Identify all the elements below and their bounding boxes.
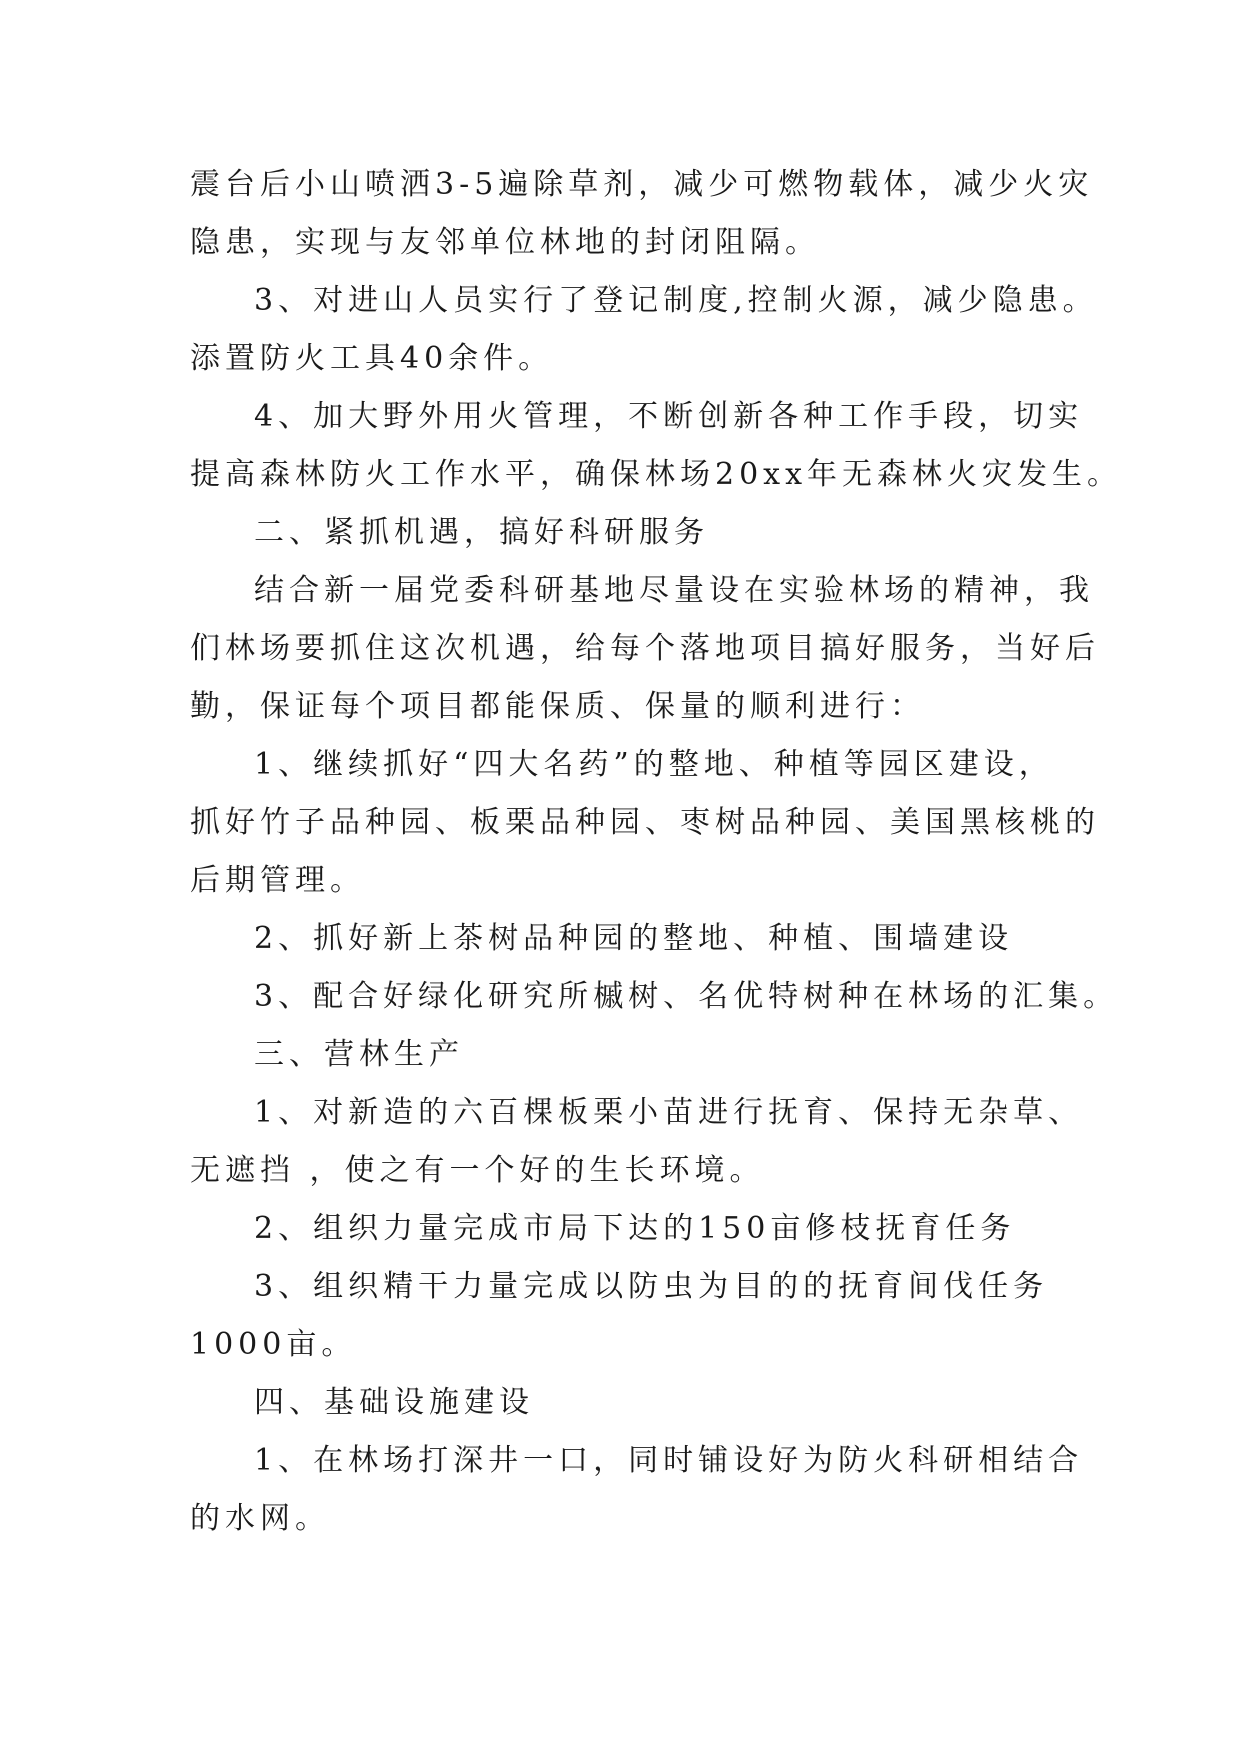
text-line: 勤，保证每个项目都能保质、保量的顺利进行： [190,689,925,724]
text-line: 4、加大野外用火管理，不断创新各种工作手段，切实 [254,399,1084,434]
document-body [190,156,1123,1548]
text-line: 抓好竹子品种园、板栗品种园、枣树品种园、美国黑核桃的 [190,805,1100,840]
text-line: 结合新一届党委科研基地尽量设在实验林场的精神，我 [254,573,1094,608]
text-line: 2、组织力量完成市局下达的150亩修枝抚育任务 [254,1211,1016,1246]
text-line: 1、在林场打深井一口，同时铺设好为防火科研相结合 [254,1443,1084,1478]
text-line: 隐患，实现与友邻单位林地的封闭阻隔。 [190,225,820,260]
section-heading: 四、基础设施建设 [254,1385,534,1420]
text-line: 2、抓好新上茶树品种园的整地、种植、围墙建设 [254,921,1014,956]
text-line: 无遮挡 ，使之有一个好的生长环境。 [190,1153,765,1188]
text-line: 3、对进山人员实行了登记制度,控制火源，减少隐患。 [254,283,1098,318]
text-line: 1、对新造的六百棵板栗小苗进行抚育、保持无杂草、 [254,1095,1084,1130]
text-line: 震台后小山喷洒3-5遍除草剂，减少可燃物载体，减少火灾 [190,167,1094,202]
text-line: 添置防火工具40余件。 [190,341,554,376]
text-line: 3、组织精干力量完成以防虫为目的的抚育间伐任务 [254,1269,1049,1304]
text-line: 1、继续抓好“四大名药”的整地、种植等园区建设， [254,747,1054,782]
text-line: 3、配合好绿化研究所槭树、名优特树种在林场的汇集。 [254,979,1119,1014]
text-line: 1000亩。 [190,1327,357,1362]
section-heading: 三、营林生产 [254,1037,464,1072]
text-line: 们林场要抓住这次机遇，给每个落地项目搞好服务，当好后 [190,631,1100,666]
section-heading: 二、紧抓机遇，搞好科研服务 [254,515,709,550]
text-line: 提高森林防火工作水平，确保林场20xx年无森林火灾发生。 [190,457,1123,492]
text-line: 后期管理。 [190,863,365,898]
text-line: 的水网。 [190,1501,330,1536]
